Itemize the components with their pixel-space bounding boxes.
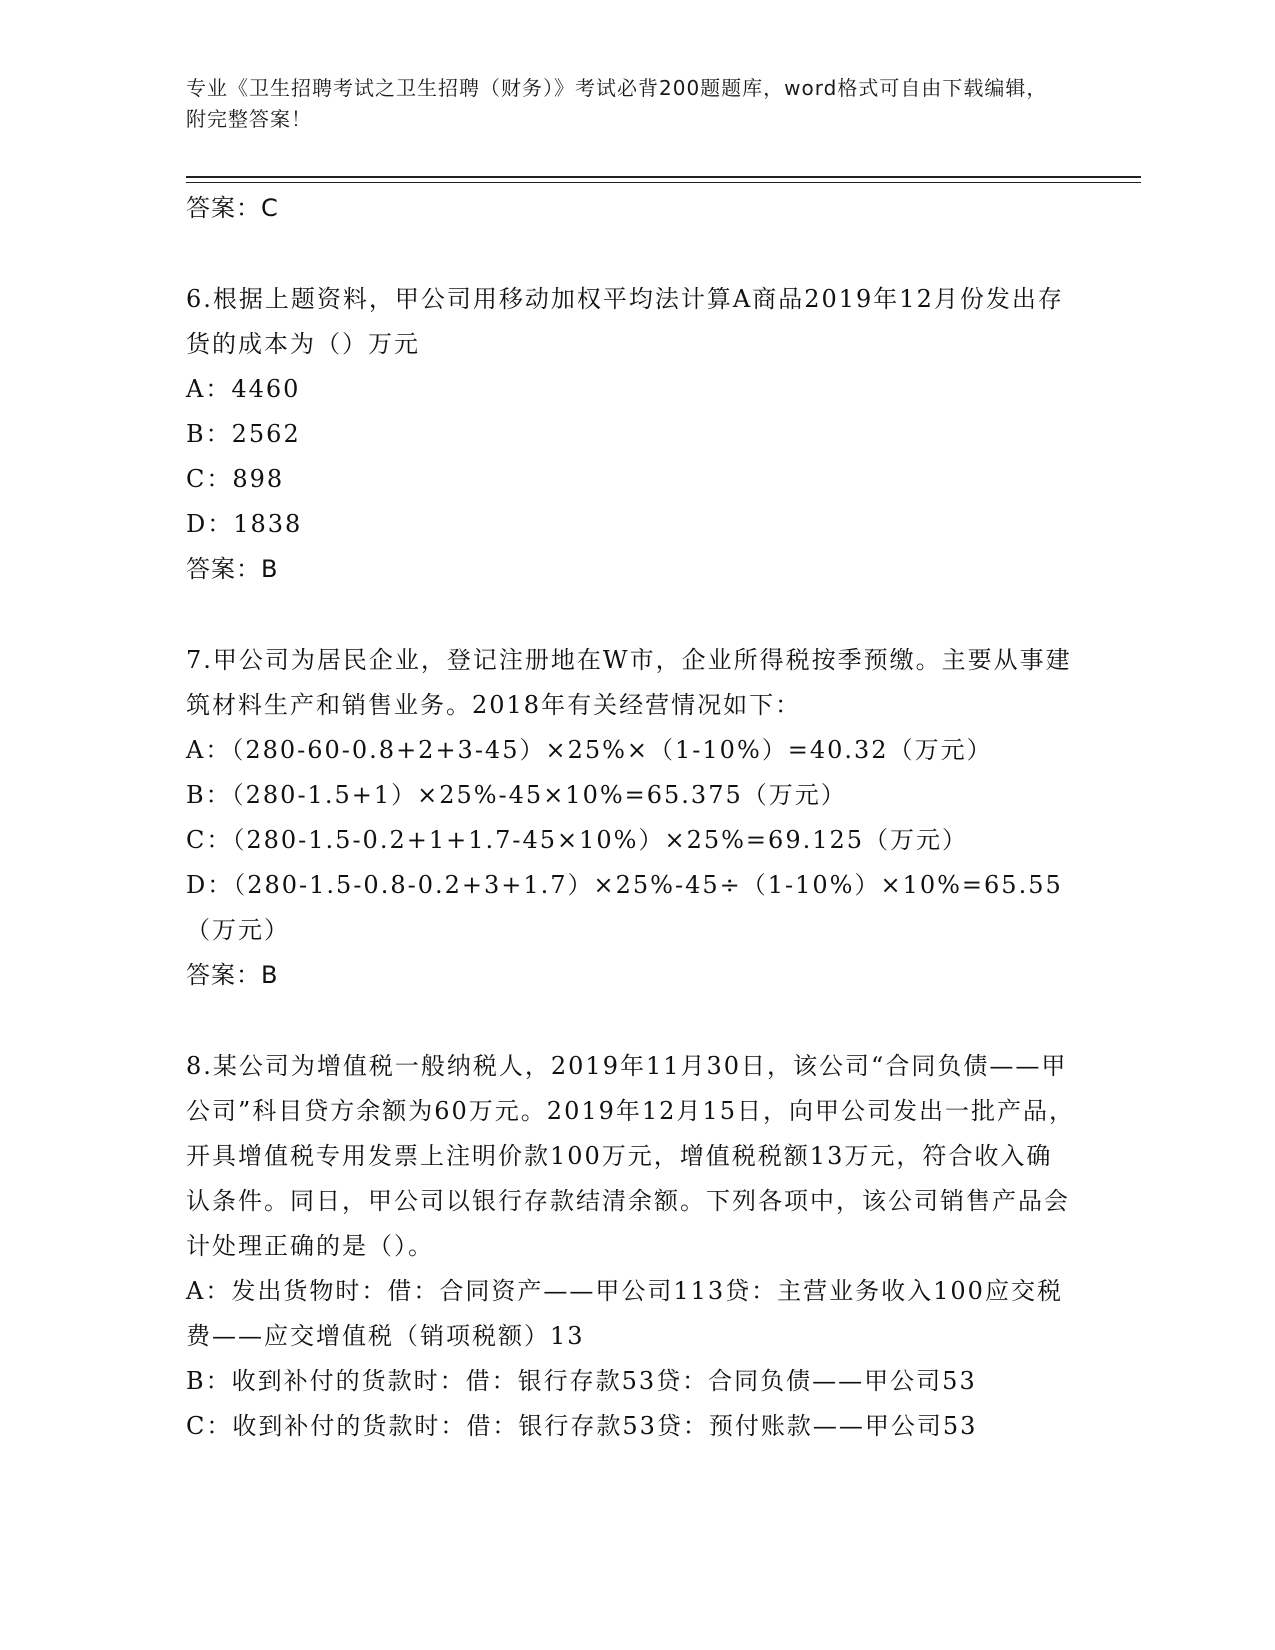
option-a: A：发出货物时：借：合同资产——甲公司113贷：主营业务收入100应交税费——应交增值税（销项税额）13: [186, 1277, 1063, 1350]
option-c: C：898: [186, 465, 285, 493]
option-d: D：（280-1.5-0.8-0.2+3+1.7）×25%-45÷（1-10%）×10%=65.55（万元）: [186, 871, 1063, 944]
header-divider: [186, 176, 1141, 178]
question-block: [186, 638, 1076, 998]
document-body: [186, 186, 1076, 1449]
option-a: A：（280-60-0.8+2+3-45）×25%×（1-10%）=40.32（万元）: [186, 736, 993, 764]
answer-line: 答案：B: [186, 555, 279, 583]
page-header: 专业《卫生招聘考试之卫生招聘（财务）》考试必背200题题库，word格式可自由下载编辑，附完整答案！: [186, 76, 1048, 131]
question-stem: 8.某公司为增值税一般纳税人，2019年11月30日，该公司“合同负债——甲公司”科目贷方余额为60万元。2019年12月15日，向甲公司发出一批产品，开具增值税专用发票上注明价款100万元，增值税税额13万元，符合收入确认条件。同日，甲公司以银行存款结清余额。下列各项中，该公司销售产品会计处理正确的是（）。: [186, 1052, 1075, 1260]
answer-line: 答案：C: [186, 194, 279, 222]
option-d: D：1838: [186, 510, 303, 538]
option-b: B：收到补付的货款时：借：银行存款53贷：合同负债——甲公司53: [186, 1367, 977, 1395]
question-stem: 7.甲公司为居民企业，登记注册地在W市，企业所得税按季预缴。主要从事建筑材料生产和销售业务。2018年有关经营情况如下：: [186, 646, 1072, 719]
option-c: C：收到补付的货款时：借：银行存款53贷：预付账款——甲公司53: [186, 1412, 978, 1440]
answer-line: 答案：B: [186, 961, 279, 989]
question-block: [186, 1044, 1076, 1449]
question-block: [186, 277, 1076, 592]
option-b: B：2562: [186, 420, 301, 448]
option-b: B：（280-1.5+1）×25%-45×10%=65.375（万元）: [186, 781, 847, 809]
option-c: C：（280-1.5-0.2+1+1.7-45×10%）×25%=69.125（万元）: [186, 826, 969, 854]
question-stem: 6.根据上题资料，甲公司用移动加权平均法计算A商品2019年12月份发出存货的成本为（）万元: [186, 285, 1064, 358]
header-divider-thin: [186, 182, 1141, 183]
option-a: A：4460: [186, 375, 301, 403]
